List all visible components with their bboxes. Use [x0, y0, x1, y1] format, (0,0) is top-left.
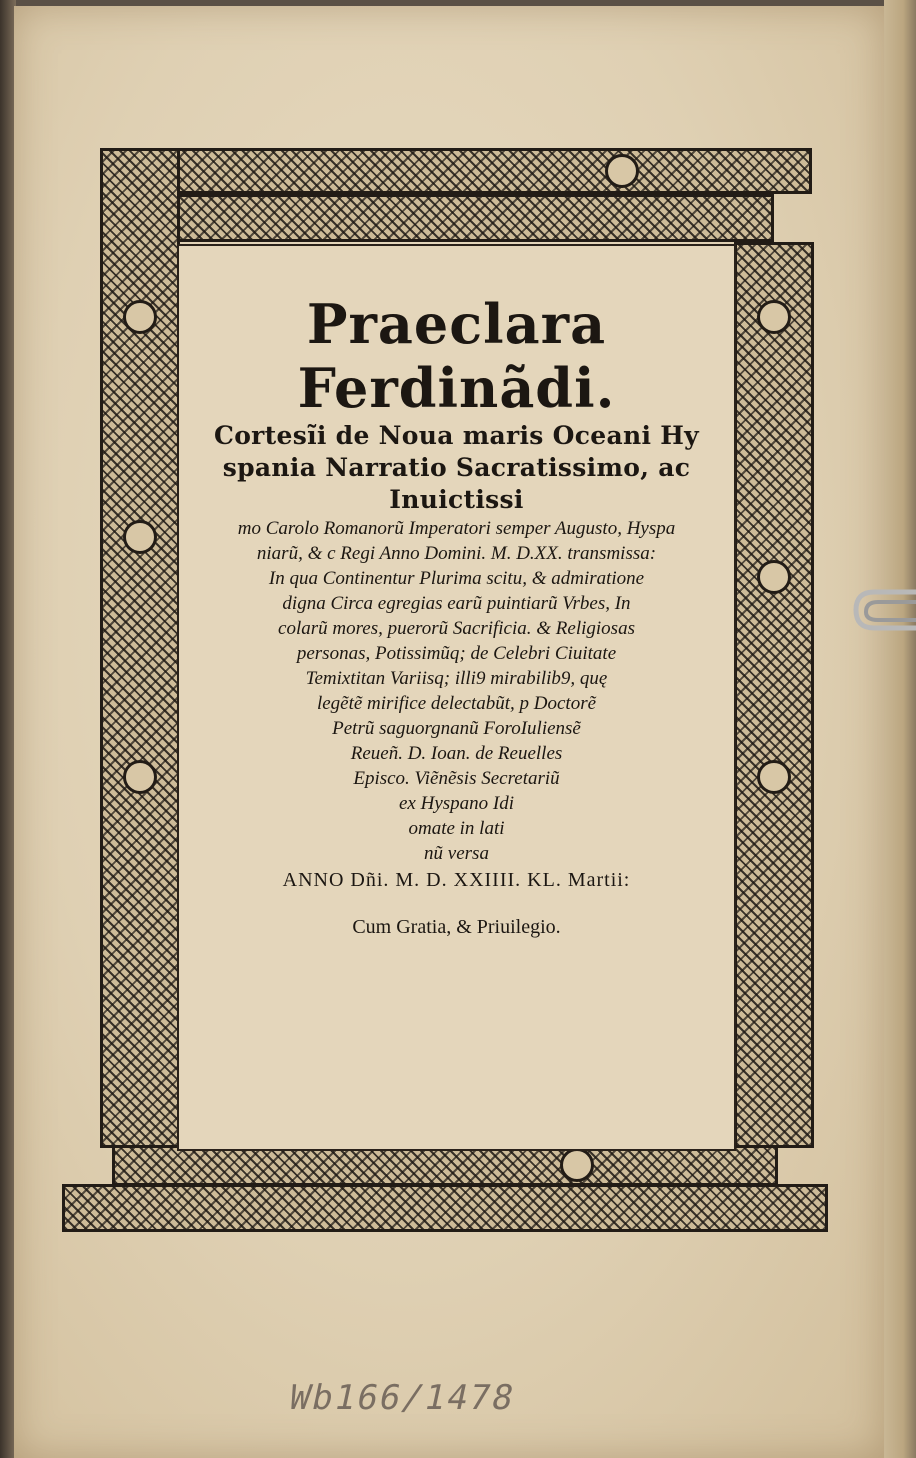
gothic-line: spania Narratio Sacratissimo, ac Inuictissi [222, 453, 691, 514]
border-bottom [62, 1184, 828, 1232]
border-ornament [123, 300, 157, 334]
text-line: digna Circa egregias earũ puintiarũ Vrbes, In [282, 593, 631, 614]
privilege-line: Cum Gratia, & Priuilegio. [352, 916, 561, 938]
text-line: Temixtitan Variisq; illi9 mirabilib9, quę [305, 668, 608, 689]
book-title: Praeclara Ferdinãdi. [297, 292, 616, 420]
paperclip-icon [852, 586, 916, 666]
title-text-block [178, 292, 735, 894]
date-line: ANNO Dñi. M. D. XXIIII. KL. Martii: [282, 869, 631, 891]
border-ornament [757, 760, 791, 794]
text-line: mo Carolo Romanorũ Imperatori semper Augusto, Hyspa [237, 518, 676, 539]
text-line: colarũ mores, puerorũ Sacrificia. & Religiosas [278, 618, 635, 639]
text-line: Reueñ. D. Ioan. de Reuelles [350, 743, 563, 764]
text-line: nũ versa [424, 843, 489, 864]
text-line: Petrũ saguorgnanũ ForoIuliensẽ [332, 718, 581, 739]
border-ornament [757, 300, 791, 334]
border-top [100, 148, 812, 194]
text-line: omate in lati [408, 818, 505, 839]
text-line: In qua Continentur Plurima scitu, & admiratione [268, 568, 645, 589]
border-ornament [123, 520, 157, 554]
text-line: personas, Potissimũq; de Celebri Ciuitate [296, 643, 617, 664]
border-ornament [605, 154, 639, 188]
shelfmark: Wb166/1478 [285, 1378, 519, 1418]
border-top-inner [138, 194, 774, 242]
gothic-line: Cortesĩi de Noua maris Oceani Hy [214, 421, 699, 450]
border-ornament [123, 760, 157, 794]
page-edge [884, 0, 916, 1458]
text-line: legẽtẽ mirifice delectabũt, p Doctorẽ [316, 693, 597, 714]
border-ornament [757, 560, 791, 594]
text-line: ex Hyspano Idi [398, 793, 515, 814]
text-line: niarũ, & c Regi Anno Domini. M. D.XX. transmissa: [256, 543, 657, 564]
border-right [734, 242, 814, 1148]
text-line: Episco. Viẽnẽsis Secretariũ [353, 768, 560, 789]
border-ornament [560, 1148, 594, 1182]
border-left [100, 148, 180, 1148]
